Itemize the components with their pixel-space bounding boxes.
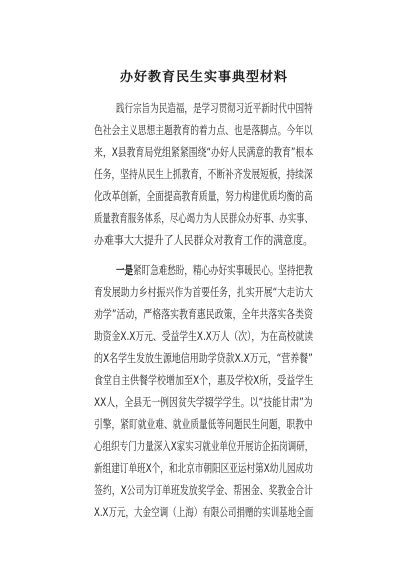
point-lead: 一是 <box>116 263 134 277</box>
paragraph-line: 化改革创新，全面提高教育质量，努力构建优质均衡的高 <box>94 189 313 203</box>
paragraph-line: 色社会主义思想主题教育的着力点、也是落脚点。今年以 <box>94 123 313 137</box>
paragraph-line: 育发展助力乡村振兴作为首要任务，扎实开展“大走访大 <box>94 285 313 299</box>
document-title: 办好教育民生实事典型材料 <box>119 70 288 85</box>
paragraph-line: 的X名学生发放生源地信用助学贷款X.X万元，“营养餐” <box>94 351 313 365</box>
paragraph-line: 引擎，紧盯就业难、就业质量低等问题民生问题，职教中 <box>94 417 313 431</box>
paragraph-line: 践行宗旨为民造福，是学习贯彻习近平新时代中国特 <box>116 101 313 115</box>
paragraph-line: XX人，全县无一例因贫失学辍学学生。以“技能甘肃”为 <box>94 395 313 409</box>
paragraph-line: 心组织专门力量深入X家实习就业单位开展访企拓岗调研， <box>94 439 314 453</box>
paragraph-line: 任务，坚持从民生上抓教育，不断补齐发展短板，持续深 <box>94 167 313 181</box>
paragraph-line: 劝学”活动，严格落实教育惠民政策，全年共落实各类资 <box>94 307 313 321</box>
paragraph-line: 助资金X.X万元、受益学生X.X万人（次），为在高校就读 <box>94 329 314 343</box>
paragraph-line: 来，X县教育局党组紧紧围绕“办好人民满意的教育”根本 <box>94 145 314 159</box>
paragraph-line <box>116 260 313 280</box>
paragraph-line: 办难事大大提升了人民群众对教育工作的满意度。 <box>94 233 313 247</box>
paragraph-line: 食堂自主供餐学校增加至X个，惠及学校X所，受益学生 <box>94 373 314 387</box>
paragraph-line: 新组建订单班X个，和北京市朝阳区亚运村第X幼儿园成功 <box>94 461 313 475</box>
paragraph-line: 质量教育服务体系，尽心竭力为人民群众办好事、办实事、 <box>94 211 313 225</box>
paragraph-line: 签约，X公司为订单班发放奖学金、帮困金、奖教金合计 <box>94 483 313 497</box>
paragraph-line: X.X万元，大金空调（上海）有限公司捐赠的实训基地全面 <box>94 505 314 519</box>
paragraph-line-text: 紧盯急难愁盼，精心办好实事暖民心。坚持把教 <box>133 263 313 277</box>
